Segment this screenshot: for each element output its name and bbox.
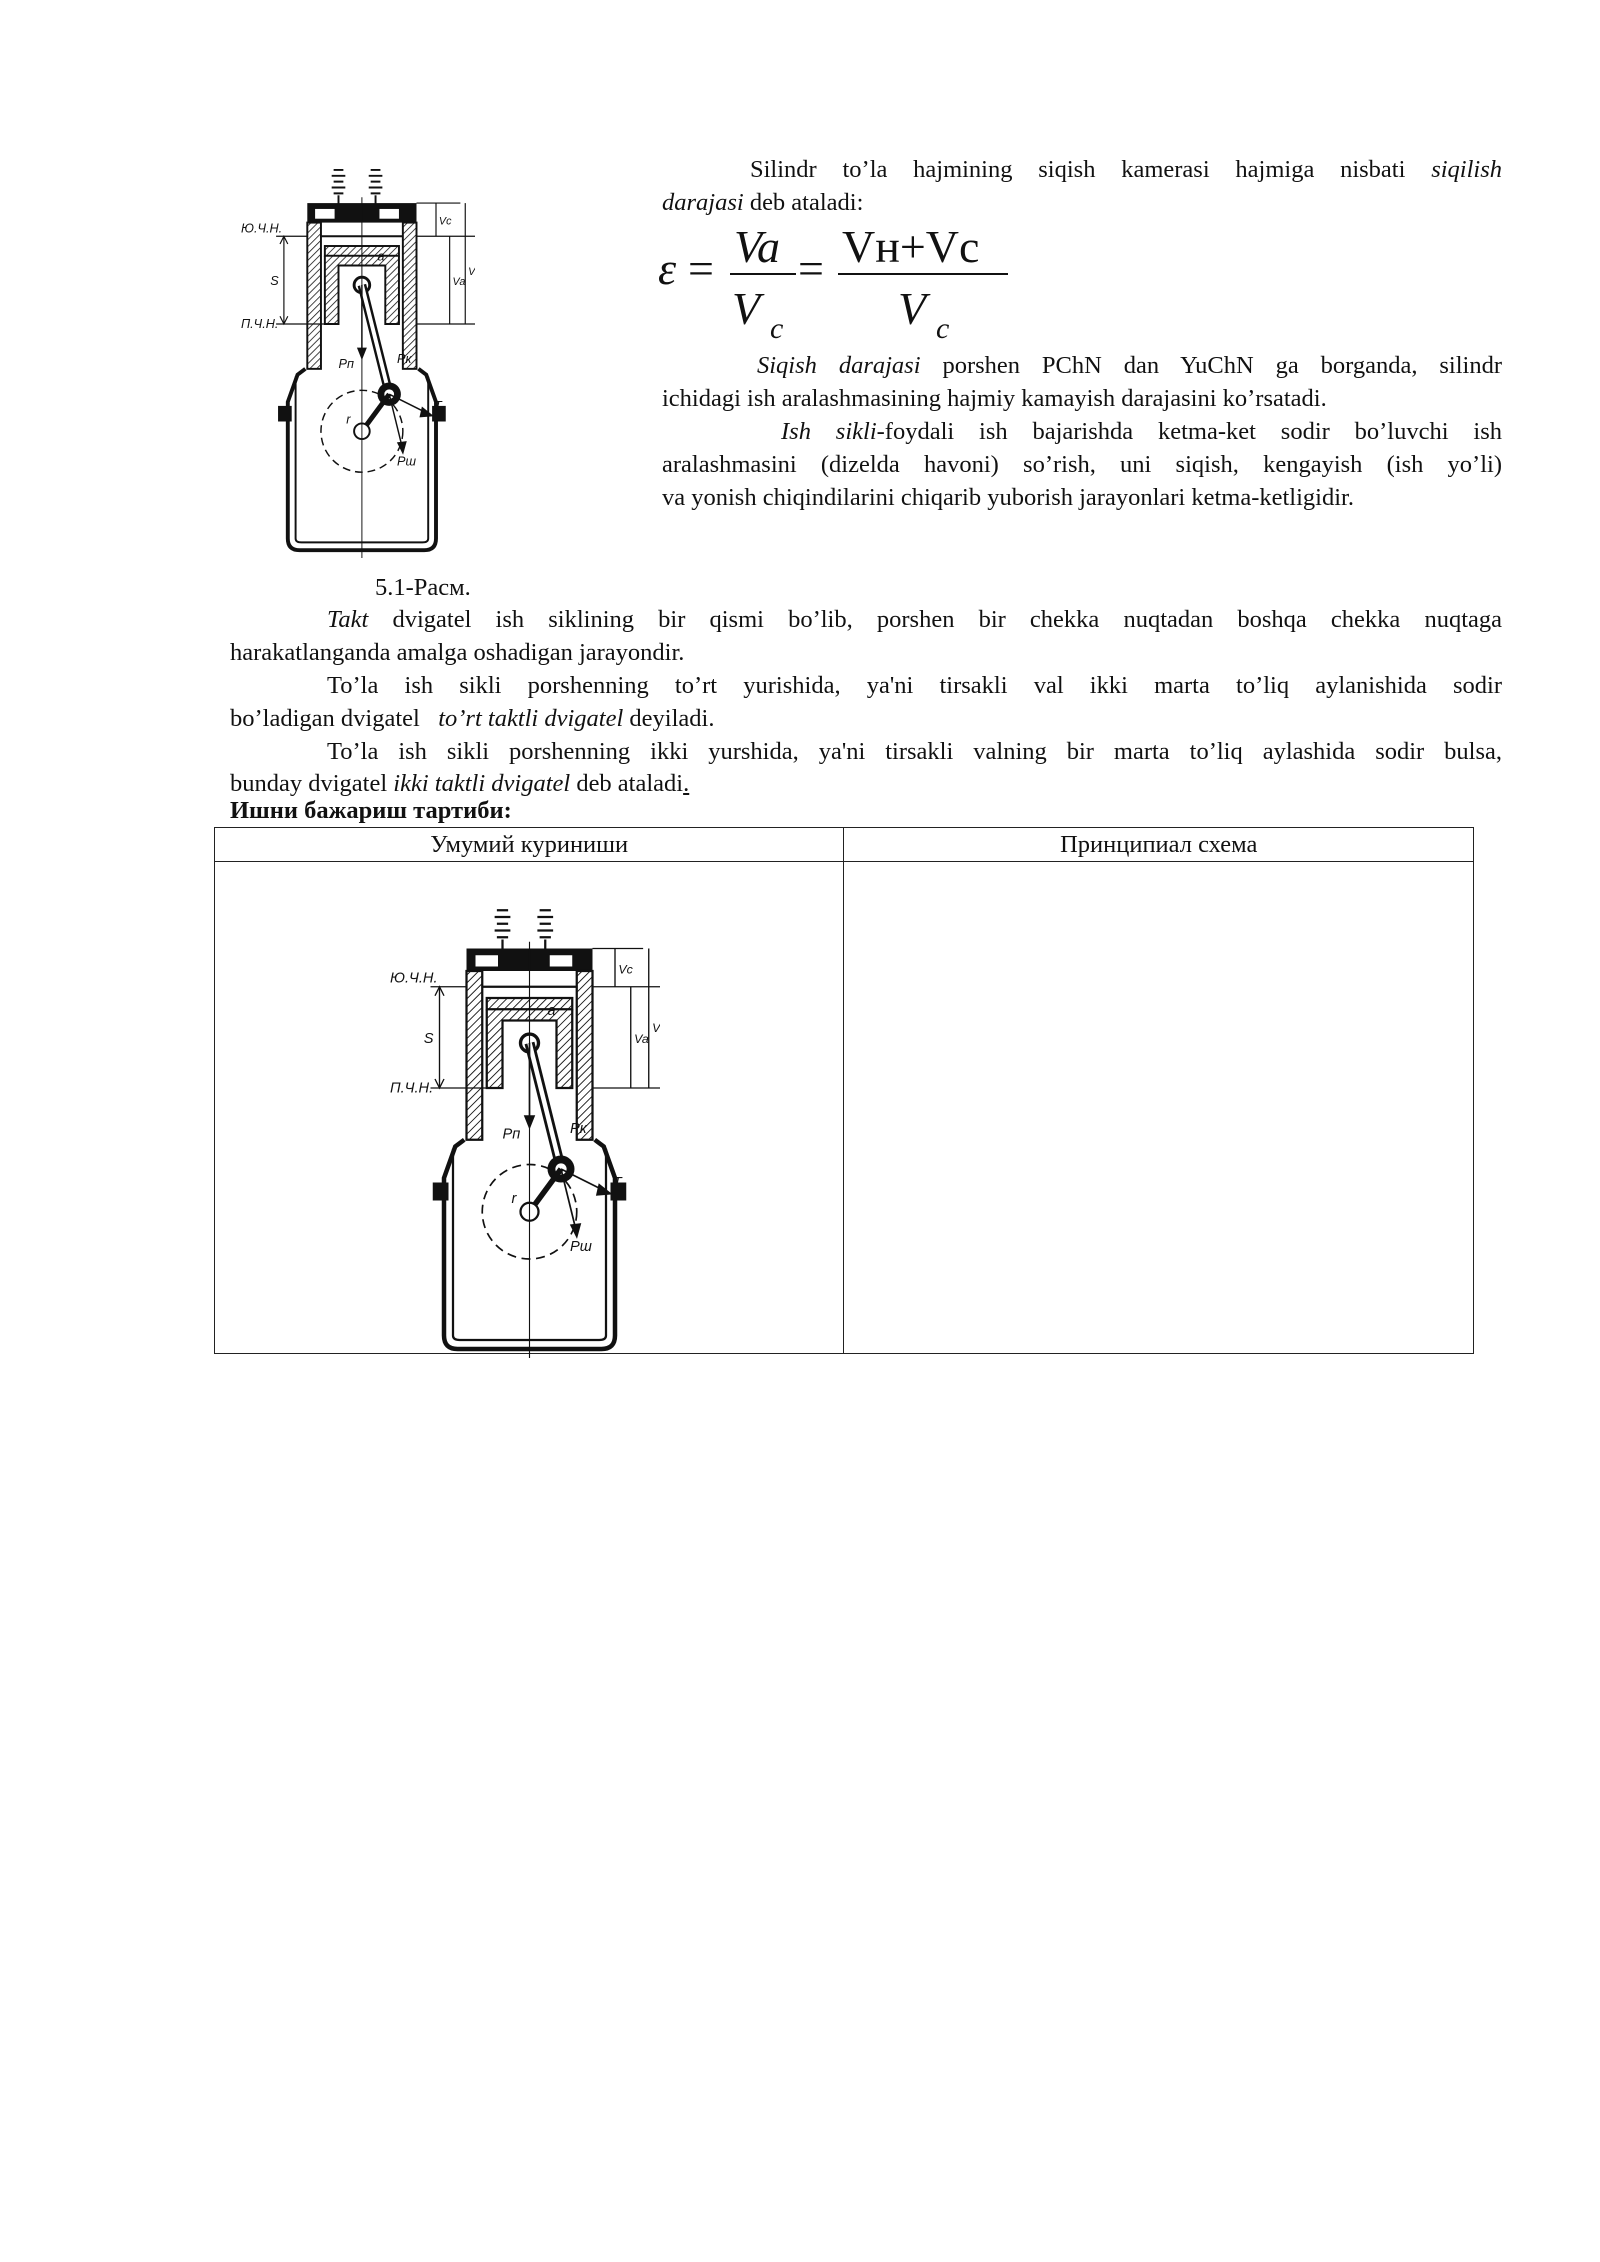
two-stroke-line-2: bunday dvigatel ikki taktli dvigatel deb ataladi. (230, 770, 690, 797)
column-header-principal-scheme: Принципиал схема (844, 828, 1474, 862)
takt-line-1: Takt dvigatel ish siklining bir qismi bo’lib, porshen bir chekka nuqtadan boshqa chekka nuqtaga (327, 606, 1503, 633)
engine-cross-section-figure-2 (385, 908, 665, 1358)
intro-line-1: Silindr to’la hajmining siqish kamerasi hajmiga nisbati siqilish (750, 156, 1502, 183)
engine-cross-section-figure (238, 168, 478, 558)
four-stroke-line-2: bo’ladigan dvigatel to’rt taktli dvigatel deyiladi. (230, 705, 715, 732)
epsilon-symbol: ε (658, 243, 677, 294)
denominator-v: V (732, 283, 761, 334)
denominator2-v: V (898, 283, 927, 334)
column-header-general-view: Умумий куриниши (215, 828, 844, 862)
figure-caption: 5.1-Расм. (375, 574, 471, 601)
sikl-line-2: aralashmasini (dizelda havoni) so’rish, uni siqish, kengayish (ish yo’li) (662, 451, 1502, 478)
sikl-line-3: va yonish chiqindilarini chiqarib yuborish jarayonlari ketma-ketligidir. (662, 484, 1354, 511)
equals-sign-2: = (798, 243, 824, 294)
denominator2-sub: c (936, 312, 950, 342)
takt-line-2: harakatlanganda amalga oshadigan jarayondir. (230, 639, 685, 666)
siqish-line-1: Siqish darajasi porshen PChN dan YuChN ga borganda, silindr (757, 352, 1502, 379)
compression-ratio-formula (656, 222, 1016, 342)
numerator-vh-vc: Vн+Vc (842, 222, 980, 272)
two-stroke-line-1: To’la ish sikli porshenning ikki yurshida, ya'ni tirsakli valning bir marta to’liq aylashida sodir bulsa, (327, 738, 1502, 765)
equals-sign-1: = (688, 243, 714, 294)
principal-scheme-cell (844, 862, 1474, 1354)
denominator-sub: c (770, 312, 784, 342)
intro-line-2: darajasi deb ataladi: (662, 189, 864, 216)
numerator-va: Va (734, 222, 780, 272)
procedure-heading: Ишни бажариш тартиби: (230, 797, 512, 824)
general-view-cell (215, 862, 844, 1354)
four-stroke-line-1: To’la ish sikli porshenning to’rt yurishida, ya'ni tirsakli val ikki marta to’liq aylanishida sodir (327, 672, 1502, 699)
siqish-line-2: ichidagi ish aralashmasining hajmiy kamayish darajasini ko’rsatadi. (662, 385, 1327, 412)
sikl-line-1: Ish sikli-foydali ish bajarishda ketma-ket sodir bo’luvchi ish (781, 418, 1502, 445)
procedure-table (214, 827, 1474, 1354)
